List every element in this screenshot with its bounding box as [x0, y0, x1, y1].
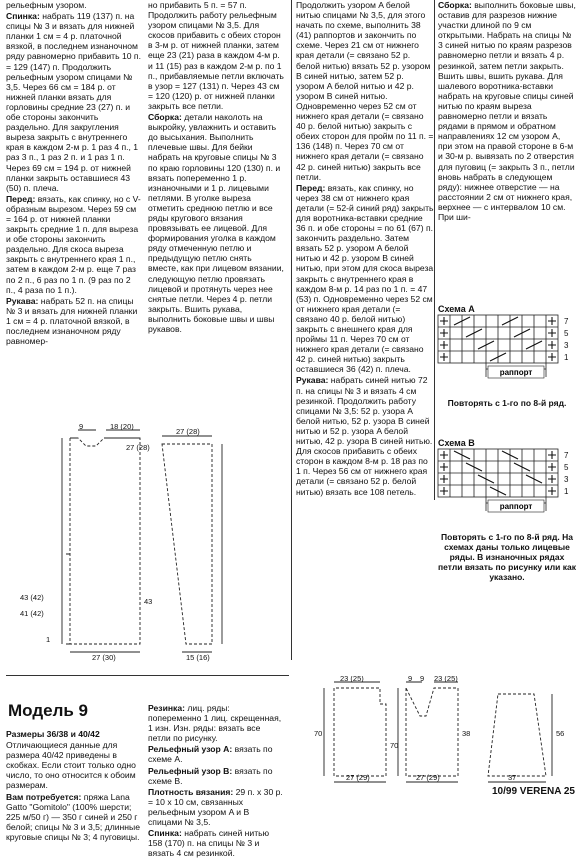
dim-top-3: 9: [420, 676, 425, 683]
model-intro-column: [6, 729, 144, 843]
dim-right-h: 43: [144, 597, 153, 606]
spec-spinka: Спинка: набрать синей нитью 158 (170) п. на спицы № 3 и вязать 4 см резинкой.: [148, 828, 270, 859]
column-rule-2: [434, 0, 435, 500]
dim-h-1: 70: [314, 729, 323, 738]
dim-h-4: 56: [556, 729, 565, 738]
paragraph-sborka: Сборка: детали наколоть на выкройку, увлажнить и оставить до высыхания. Выполнить плечевые швы. Для бейки набрать на круговые спицы № 3 по краю горловины 120 (130) п. и вязать попеременно 1 р. изнаночными и 1 р. лицевыми петлями. В уголке выреза отметить среднюю петлю и все ряды кругового вязания провязывать ее лицевой. Для формирования уголка в каждом ряду отмеченную петлю и предыдущую петлю снять вместе, как при лицевом вязании, следующую петлю провязать лицевой и протянуть через нее снятые петли. Через 4 р. петли закрыть. Вшить рукава, выполнить боковые швы и швы рукавов.: [148, 112, 284, 334]
dim-top-1: 23 (25): [340, 676, 364, 683]
schema-a-row-7: 7: [564, 317, 569, 326]
dim-bottom-2: 27 (29): [416, 773, 440, 782]
paragraph-rukava: Рукава: набрать синей нитью 72 п. на спицы № 3 и вязать 4 см резинкой. Продолжить работу спицами № 3,5: 52 р. узора A белой нитью, 52 р. узора B синей нитью и 52 р. узора A белой нитью, 42 р. узора B синей нитью. Для скосов прибавить с обеих сторон в каждом 8-м р. 18 раз по 1 п. Через 56 см от нижнего края детали (= связано 52 р. белой нитью) вязать все 108 петель.: [296, 375, 433, 497]
dim-left-low: 41 (42): [20, 609, 44, 618]
schema-b-chart: [436, 447, 576, 531]
schema-b-title: Схема B: [438, 438, 475, 448]
spec-rezinka: Резинка: лиц. ряды: попеременно 1 лиц. скрещенная, 1 изн. Изн. ряды: вязать все петли по рисунку.: [148, 703, 282, 744]
text-column-1: [6, 0, 142, 347]
schema-a-row-3: 3: [564, 341, 569, 350]
schema-b-row-3: 3: [564, 475, 569, 484]
pattern-diagram-1: [6, 424, 288, 664]
paragraph: Продолжить узором A белой нитью спицами № 3,5, для этого начать по схеме, выполнить 38 (41) раппортов и закончить по схеме. Через 21 см от нижнего края детали (= связано 52 р. белой нитью) вязать 52 р. узором B синей нитью, затем 52 р. узором A белой нитью и 42 р. узором B синей нитью. Одновременно через 52 см от нижнего края детали (= связано 40 р. белой нитью) закрыть с обеих сторон для пройм по 11 п. = 136 (148) п. Через 70 см от нижнего края детали (= связано 42 р. синей нитью) закрыть все петли.: [296, 0, 434, 182]
schema-b-row-1: 1: [564, 487, 569, 496]
spec-uzor-a: Рельефный узор A: вязать по схеме A.: [148, 744, 273, 765]
text-column-3: [296, 0, 434, 498]
dim-left-mid: 43 (42): [20, 593, 44, 602]
dim-h-3: 70: [390, 741, 399, 750]
schema-a-title: Схема A: [438, 304, 475, 314]
dim-bottom: 27 (30): [92, 653, 116, 662]
model-materials: Вам потребуется: пряжа Lana Gatto "Gomitolo" (100% шерсти; 225 м/50 г) — 350 г синей и 250 г белой; спицы № 3 и 3,5; длинные круговые спицы № 3; 4 пуговицы.: [6, 791, 140, 842]
dim-shoulder: 27 (28): [126, 443, 150, 452]
dim-neck: 9: [79, 424, 84, 431]
model-divider: [6, 675, 289, 676]
model-sizes: Размеры 36/38 и 40/42: [6, 729, 100, 739]
schema-b-rapport: раппорт: [499, 502, 533, 511]
dim-bottom-3: 37: [508, 773, 517, 782]
paragraph: но прибавить 5 п. = 57 п. Продолжить работу рельефным узором спицами № 3,5. Для скосов прибавить с обеих сторон в 3-м р. от нижней планки, затем еще 23 (21) раза в каждом 4-м р. и 11 (15) раз в каждом 2-м р. по 1 п., прибавляемые петли включать в узор = 127 (131) п. Через 43 см = 120 (120) р. от нижней планки закрыть все петли.: [148, 0, 284, 111]
paragraph: рельефным узором.: [6, 0, 87, 10]
model-intro: Отличающиеся данные для размера 40/42 приведены в скобках. Если стоит только одно число, то оно относится к обоим размерам.: [6, 740, 136, 791]
dim-top-4: 23 (25): [434, 676, 458, 683]
dim-bottom-1: 27 (29): [346, 773, 370, 782]
schema-a-chart: [436, 313, 576, 397]
page-footer: 10/99 VERENA 25: [491, 786, 575, 797]
model-spec-column: [148, 703, 284, 859]
column-rule-1: [291, 0, 292, 660]
text-column-2: [148, 0, 284, 335]
schema-a-row-1: 1: [564, 353, 569, 362]
dim-h-2: 38: [462, 729, 471, 738]
schema-a-caption: Повторять с 1-го по 8-й ряд.: [447, 398, 567, 408]
spec-plotnost: Плотность вязания: 29 п. x 30 р. = 10 x 10 см, связанных рельефным узором A и B спицами № 3,5.: [148, 786, 283, 828]
dim-side-small: 1: [46, 635, 51, 644]
dim-top-2: 9: [408, 676, 413, 683]
text-column-4: [438, 0, 576, 223]
schema-b-caption: Повторять с 1-го по 8-й ряд. На схемах даны только лицевые ряды. В изнаночных рядах петли вязать по рисунку или как указано.: [438, 532, 576, 582]
schema-a-rapport: раппорт: [499, 368, 533, 377]
schema-b-row-7: 7: [564, 451, 569, 460]
pattern-diagram-2: [294, 676, 578, 786]
spec-uzor-b: Рельефный узор B: вязать по схеме B.: [148, 765, 273, 786]
paragraph-spinka: Спинка: набрать 119 (137) п. на спицы № 3 и вязать для нижней планки 1 см = 4 р. платочной вязкой, в последнем изнаночном ряду равномерно прибавить 10 п. = 129 (147) п. Продолжить рельефным узором спицами № 3,5. Через 66 см = 184 р. от нижней планки вязать для горловины средние 23 (27) п. и обе стороны закончить раздельно. Для закругления выреза закрыть с внутреннего края в каждом 2-м р. 1 раз 4 п., 1 раз 3 п., 1 раз 2 п. и 1 раз 1 п. Через 69 см = 194 р. от нижней планки закрыть оставшиеся 43 (50) п. плеча.: [6, 11, 141, 193]
dim-sleeve-bottom: 15 (16): [186, 653, 210, 662]
paragraph-sborka: Сборка: выполнить боковые швы, оставив для разрезов нижние участки длиной по 9 см открытыми. Набрать на спицы № 3 синей нитью по краям разрезов равномерно петли и вязать 4 р. резинкой, затем петли закрыть. Вшить швы, вшить рукава. Для шалевого воротника-вставки набрать на круговые спицы синей нитью по краям выреза равномерно петли и вязать рядами в прямом и обратном направлениях 12 см узором A, при этом на правой стороне в 6-м и 30-м р. вывязать по 2 отверстия для пуговиц (= закрыть 3 п., петли вновь набрать в следующем ряду): нижнее отверстие — на расстоянии 2 см от нижнего края, верхнее — с интервалом 10 см. При ши-: [438, 0, 576, 222]
dim-top: 18 (20): [110, 424, 134, 431]
paragraph-rukava: Рукава: набрать 52 п. на спицы № 3 и вязать для нижней планки 1 см = 4 р. платочной вязкой, в последнем изнаночном ряду равномер-: [6, 295, 138, 347]
paragraph-pered: Перед: вязать, как спинку, но через 38 см от нижнего края детали (= 52-й синий ряд) закрыть для воротника-вставки средние 36 п. и обе стороны = по 61 (67) п. закончить раздельно. Затем вязать 52 р. узором A белой нитью и 42 р. узором B синей нитью, при этом для скоса выреза закрыть с внутреннего края в каждом 8-м р. 14 раз по 1 п. = 47 (53) п. Одновременно через 52 см от нижнего края детали (= связано 40 р. белой нитью) закрыть с внешнего края для проймы 11 п. Через 70 см от нижнего края детали (= связано 42 р. синей нитью) закрыть оставшиеся 36 (42) п. плеча.: [296, 182, 434, 375]
model-title: Модель 9: [8, 701, 88, 720]
paragraph-pered: Перед: вязать, как спинку, но с V-образным вырезом. Через 59 см = 164 р. от нижней планки закрыть средние 1 п. для выреза и обе стороны закончить раздельно. Для скоса выреза закрыть с внутреннего края 1 п., затем в каждом 2-м р. еще 7 раз по 2 п., 6 раз по 1 п. (9 раз по 2 п., 4 раза по 1 п.).: [6, 193, 141, 295]
dim-sleeve-top: 27 (28): [176, 427, 200, 436]
schema-b-row-5: 5: [564, 463, 569, 472]
schema-a-row-5: 5: [564, 329, 569, 338]
